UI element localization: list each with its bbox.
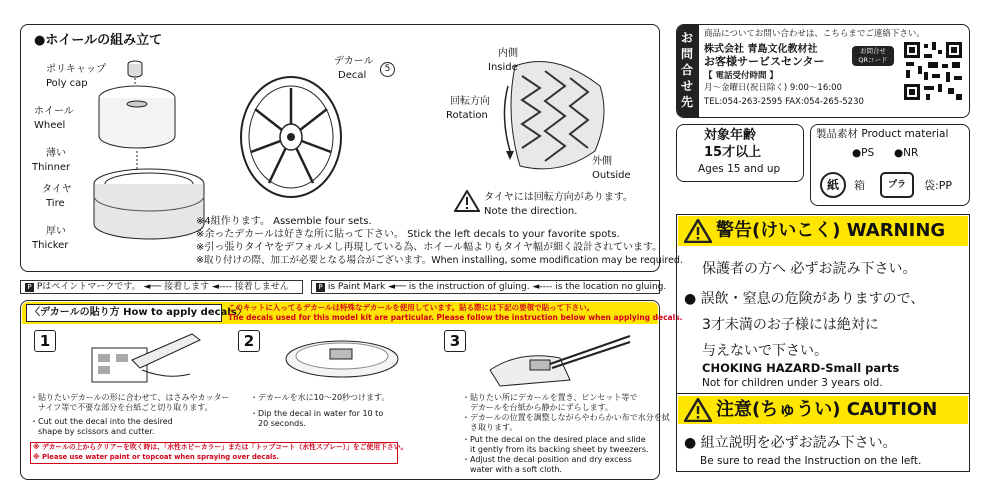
decal-warning-en: ※ Please use water paint or topcoat when spraying over decals. bbox=[33, 453, 279, 461]
thicker-label-en: Thicker bbox=[32, 240, 69, 251]
step-2-illustration bbox=[282, 334, 402, 384]
company-center: お客様サービスセンター bbox=[704, 55, 825, 68]
age-value: 15才以上 bbox=[704, 145, 762, 160]
step-1-illustration bbox=[72, 330, 222, 390]
step-1-jp-2: ナイフ等で不要な部分を台紙ごと切り取ります。 bbox=[30, 403, 213, 412]
caution-icon bbox=[684, 398, 712, 422]
tire-label-en: Tire bbox=[46, 198, 65, 209]
age-title: 対象年齢 bbox=[704, 128, 757, 143]
step-3-en-3: ・Adjust the decal position and dry excess bbox=[462, 455, 632, 464]
step-1-en-1: ・Cut out the decal into the desired bbox=[30, 417, 173, 426]
company-contact: TEL:054-263-2595 FAX:054-265-5230 bbox=[704, 97, 864, 107]
qr-code-icon bbox=[902, 40, 964, 102]
qr-label-1: お問合せ bbox=[860, 47, 886, 55]
legend-en-paint: is Paint Mark bbox=[327, 282, 386, 292]
decal-intro-jp: このキットに入ってるデカールは特殊なデカールを使用しています。貼る際には下記の要領で貼って下さい。 bbox=[228, 303, 595, 312]
thinner-label-en: Thinner bbox=[32, 162, 71, 173]
decal-howto-title: 〈デカールの貼り方 How to apply decals〉 bbox=[30, 307, 247, 318]
step-3-jp-4: き取ります。 bbox=[462, 423, 518, 432]
warning-line-2: ● 誤飲・窒息の危険がありますので、 bbox=[684, 291, 925, 307]
assembly-title: ●ホイールの組み立て bbox=[34, 33, 163, 48]
legend-en-noglue: is the location no gluing. bbox=[555, 282, 667, 292]
material-title: 製品素材 Product material bbox=[816, 128, 949, 140]
qr-label-badge bbox=[852, 46, 894, 66]
legend-jp bbox=[20, 280, 303, 294]
step-2-en-1: ・Dip the decal in water for 10 to bbox=[250, 409, 384, 418]
step-3-number: 3 bbox=[444, 330, 466, 352]
caution-line-1: ● 組立説明を必ずお読み下さい。 bbox=[684, 435, 897, 451]
noglue-arrow-icon-en: ◄---- bbox=[532, 282, 553, 292]
material-box: 箱 bbox=[854, 179, 865, 192]
decal-intro-en: The decals used for this model kit are particular. Please follow the instruction below when applying decals. bbox=[228, 313, 683, 322]
warning-en-1: CHOKING HAZARD-Small parts bbox=[702, 361, 900, 375]
rotation-label-jp: 回転方向 bbox=[450, 96, 490, 107]
decal-label-jp: デカール bbox=[334, 56, 374, 67]
age-en: Ages 15 and up bbox=[698, 163, 781, 175]
warning-line-3: 3才未満のお子様には絶対に bbox=[702, 317, 879, 333]
glue-arrow-icon: ◄── bbox=[143, 282, 162, 292]
tire-label-jp: タイヤ bbox=[42, 184, 72, 195]
polycap-label-en: Poly cap bbox=[46, 78, 88, 89]
wheel-label-jp: ホイール bbox=[34, 106, 74, 117]
contact-side-label: お問合せ先 bbox=[681, 31, 694, 109]
wheel-face-illustration bbox=[236, 72, 346, 202]
company-header: 商品についてお問い合わせは、こちらまでご連絡下さい。 bbox=[704, 29, 925, 39]
caution-title: 注意(ちゅうい) CAUTION bbox=[716, 399, 938, 420]
step-1-en-2: shape by scissors and cutter. bbox=[30, 427, 155, 436]
outside-label-jp: 外側 bbox=[592, 156, 612, 167]
inside-label-jp: 内側 bbox=[498, 48, 518, 59]
outside-label-en: Outside bbox=[592, 170, 631, 181]
paper-recycle-icon bbox=[820, 172, 846, 198]
step-3-en-4: water with a soft cloth. bbox=[462, 465, 562, 474]
warning-line-4: 与えないで下さい。 bbox=[702, 343, 828, 359]
material-nr: ●NR bbox=[894, 147, 919, 159]
plastic-recycle-icon bbox=[880, 172, 914, 198]
material-bag: 袋:PP bbox=[924, 179, 952, 192]
decal-number-badge bbox=[380, 62, 395, 77]
step-3-jp-3: ・デカールの位置を調整しながらやわらかい布で水分を拭 bbox=[462, 413, 670, 422]
warning-icon bbox=[684, 219, 712, 243]
qr-label-2: QRコード bbox=[858, 56, 888, 64]
paint-mark-icon: P bbox=[25, 283, 34, 292]
noglue-arrow-icon: ◄---- bbox=[212, 282, 232, 292]
decal-number: 5 bbox=[384, 64, 391, 74]
step-2-number: 2 bbox=[238, 330, 260, 352]
legend-jp-noglue: 接着しません bbox=[234, 282, 289, 292]
direction-note-jp: タイヤには回転方向があります。 bbox=[484, 192, 633, 203]
caution-en-1: Be sure to read the Instruction on the left. bbox=[700, 455, 922, 467]
company-hours: 月〜金曜日(祝日除く) 9:00〜16:00 bbox=[704, 83, 842, 93]
step-1-number: 1 bbox=[34, 330, 56, 352]
thinner-label-jp: 薄い bbox=[46, 148, 66, 159]
direction-note-en: Note the direction. bbox=[484, 206, 578, 217]
polycap-label-jp: ポリキャップ bbox=[46, 64, 106, 75]
step-3-en-2: it gently from its backing sheet by tweezers. bbox=[462, 445, 649, 454]
assembly-note-1: ※4組作ります。 Assemble four sets. bbox=[196, 216, 372, 227]
assembly-note-4: ※取り付けの際、加工が必要となる場合がございます。When installing, some modification may be required. bbox=[196, 255, 683, 266]
legend-en-glue: is the instruction of gluing. bbox=[408, 282, 530, 292]
glue-arrow-icon-en: ◄── bbox=[388, 282, 406, 292]
legend-en bbox=[311, 280, 667, 294]
warning-title: 警告(けいこく) WARNING bbox=[716, 220, 946, 241]
paper-icon-label: 紙 bbox=[826, 178, 839, 192]
step-1-jp-1: ・貼りたいデカールの形に合わせて、はさみやカッター bbox=[30, 393, 230, 402]
step-3-illustration bbox=[480, 330, 640, 392]
company-name: 株式会社 青島文化教材社 bbox=[704, 44, 818, 55]
wheel-label-en: Wheel bbox=[34, 120, 66, 131]
assembly-note-3: ※引っ張りタイヤをデフォルメし再現している為、ホイール幅よりもタイヤ幅が細く設計されています。 bbox=[196, 242, 663, 253]
paint-mark-icon-en: P bbox=[316, 283, 325, 292]
step-2-en-2: 20 seconds. bbox=[250, 419, 306, 428]
legend-jp-glue: 接着します bbox=[164, 282, 210, 292]
warning-en-2: Not for children under 3 years old. bbox=[702, 377, 883, 389]
inside-label-en: Inside bbox=[488, 62, 518, 73]
decal-label-en: Decal bbox=[338, 70, 367, 81]
thicker-label-jp: 厚い bbox=[46, 226, 66, 237]
step-3-en-1: ・Put the decal on the desired place and slide bbox=[462, 435, 646, 444]
step-3-jp-2: デカールを台紙から静かにずらします。 bbox=[462, 403, 614, 412]
step-2-jp: ・デカールを水に10〜20秒つけます。 bbox=[250, 393, 390, 402]
material-ps: ●PS bbox=[852, 147, 875, 159]
step-3-jp-1: ・貼りたい所にデカールを置き、ピンセット等で bbox=[462, 393, 638, 402]
legend-jp-paint: Pはペイントマークです。 bbox=[36, 282, 141, 292]
warning-line-1: 保護者の方へ 必ずお読み下さい。 bbox=[702, 261, 917, 277]
warning-triangle-icon bbox=[454, 190, 480, 212]
rotation-label-en: Rotation bbox=[446, 110, 488, 121]
plastic-icon-label: プラ bbox=[887, 180, 906, 190]
company-hours-label: 【 電話受付時間 】 bbox=[704, 71, 778, 81]
decal-warning-jp: ※ デカールの上からクリアーを吹く時は、「水性ホビーカラー」または「トップコート（水性スプレー）」をご使用下さい。 bbox=[33, 443, 408, 451]
assembly-note-2: ※余ったデカールは好きな所に貼って下さい。 Stick the left decals to your favorite spots. bbox=[196, 229, 620, 240]
